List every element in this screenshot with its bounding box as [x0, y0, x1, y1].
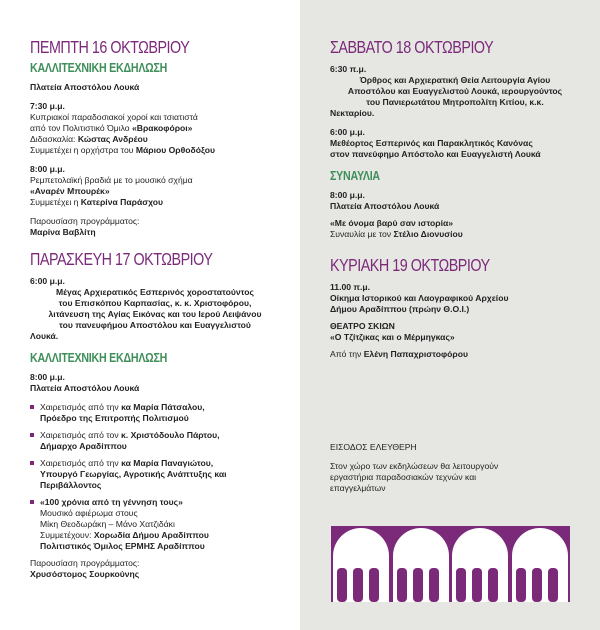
person-name: κα Μαρία Πάτσαλου,: [121, 402, 205, 412]
saturday-section-title: ΣΥΝΑΥΛΙΑ: [330, 168, 380, 183]
list-item: [30, 430, 280, 452]
theatre-label: ΘΕΑΤΡΟ ΣΚΙΩΝ: [330, 321, 395, 331]
saturday-heading: ΣΑΒΒΑΤΟ 18 ΟΚΤΩΒΡΙΟΥ: [330, 37, 494, 57]
event-line: Οίκημα Ιστορικού και Λαογραφικού Αρχείου: [330, 293, 509, 303]
event-line: Λουκά.: [30, 331, 59, 341]
text: Διδασκαλία:: [30, 134, 78, 144]
thursday-venue: Πλατεία Αποστόλου Λουκά: [30, 82, 140, 92]
list-item: [30, 458, 280, 491]
arcade-top-gap: [331, 520, 570, 526]
event-line: [30, 134, 280, 145]
saturday-event-3: [330, 190, 580, 240]
text: Από την: [330, 349, 364, 359]
saturday-event-1: [330, 64, 580, 119]
event-line: Μέγας Αρχιερατικός Εσπερινός χοροστατούντος: [55, 287, 255, 297]
person-title: Πρόεδρο της Επιτροπής Πολιτισμού: [40, 413, 189, 423]
list-item: [30, 497, 280, 552]
event-venue: Πλατεία Αποστόλου Λουκά: [30, 383, 140, 393]
friday-event-1: [30, 276, 280, 342]
host-label: Παρουσίαση προγράμματος:: [30, 558, 140, 568]
bullet-icon: [30, 433, 34, 437]
arcade-arches-icon: [331, 520, 570, 602]
event-line: [30, 123, 280, 134]
event-line: του Πανιερωτάτου Μητροπολίτη Κιτίου, κ.κ.: [366, 97, 544, 107]
text: Χαιρετισμός από τον: [40, 430, 121, 440]
saturday-event-2: [330, 127, 580, 160]
event-time: 11.00 π.μ.: [330, 282, 371, 292]
person-title: Δήμαρχο Αραδίππου: [40, 441, 127, 451]
sunday-event-1: [330, 282, 580, 360]
event-line: του Επισκόπου Καρπασίας, κ. κ. Χριστοφόρου,: [58, 298, 252, 308]
event-line: [330, 229, 580, 240]
event-line: Νεκταρίου.: [330, 108, 375, 118]
thursday-section-title: ΚΑΛΛΙΤΕΧΝΙΚΗ ΕΚΔΗΛΩΣΗ: [30, 60, 168, 75]
event-line: Όρθρος και Αρχιερατική Θεία Λειτουργία Αγίου: [359, 75, 551, 85]
event-line: [330, 349, 580, 360]
host-name: Χρυσόστομος Σουρκούνης: [30, 569, 140, 579]
text: Συμμετέχουν:: [40, 530, 94, 540]
bullet-icon: [30, 405, 34, 409]
theatre-title: «Ο Τζίτζικας και ο Μέρμηγκας»: [330, 332, 455, 342]
concert-title: «Με όνομα βαρύ σαν ιστορία»: [330, 218, 454, 228]
event-venue: Πλατεία Αποστόλου Λουκά: [330, 201, 440, 211]
thursday-event-2: [30, 164, 280, 208]
info-line: Στον χώρο των εκδηλώσεων θα λειτουργούν: [330, 461, 499, 471]
sunday-heading: ΚΥΡΙΑΚΗ 19 ΟΚΤΩΒΡΙΟΥ: [330, 255, 490, 275]
friday-event-2: [30, 372, 280, 394]
group-name: Χορωδία Δήμου Αραδίππου: [93, 530, 209, 540]
friday-heading: ΠΑΡΑΣΚΕΥΗ 17 ΟΚΤΩΒΡΙΟΥ: [30, 249, 213, 269]
text: Μίκη Θεοδωράκη – Μάνο Χατζιδάκι: [40, 519, 175, 529]
person-name: Στέλιο Διονυσίου: [393, 229, 463, 239]
group-name: «Βρακοφόροι»: [131, 123, 193, 133]
event-line: Αποστόλου και Ευαγγελιστού Λουκά, ιερουργούντος: [347, 86, 563, 96]
event-time: 6:30 π.μ.: [330, 64, 367, 74]
info-line: επαγγελμάτων: [330, 483, 386, 493]
tribute-title: «100 χρόνια από τη γέννηση τους»: [40, 497, 183, 507]
person-name: Κατερίνα Παράσχου: [80, 197, 163, 207]
friday-host: [30, 558, 280, 580]
text: Χαιρετισμός από την: [40, 402, 122, 412]
event-line: [30, 145, 280, 156]
left-content: [30, 36, 280, 580]
event-line: Μεθέορτος Εσπερινός και Παρακλητικός Κανόνας: [330, 138, 533, 148]
text: Συναυλία με τον: [330, 229, 394, 239]
person-name: Μάριου Ορθοδόξου: [135, 145, 215, 155]
bullet-icon: [30, 500, 34, 504]
list-item: [30, 402, 280, 424]
person-title: Περιβάλλοντος: [40, 480, 102, 490]
event-time: 6:00 μ.μ.: [330, 127, 365, 137]
right-content: [330, 36, 580, 493]
host-label: Παρουσίαση προγράμματος:: [30, 216, 140, 226]
event-line: [30, 197, 280, 208]
event-line: Κυπριακοί παραδοσιακοί χοροί και τσιατιστά: [30, 112, 198, 122]
person-title: Υπουργό Γεωργίας, Αγροτικής Ανάπτυξης και: [40, 469, 227, 479]
thursday-host: [30, 216, 280, 238]
event-time: 7:30 μ.μ.: [30, 101, 65, 111]
group-name: Πολιτιστικός Όμιλος ΕΡΜΗΣ Αραδίππου: [40, 541, 205, 551]
event-time: 6:00 μ.μ.: [30, 276, 65, 286]
free-entry-label: ΕΙΣΟΔΟΣ ΕΛΕΥΘΕΡΗ: [330, 442, 417, 452]
text: Μουσικό αφιέρωμα στους: [40, 508, 138, 518]
friday-section-title: ΚΑΛΛΙΤΕΧΝΙΚΗ ΕΚΔΗΛΩΣΗ: [30, 350, 168, 365]
text: από τον Πολιτιστικό Όμιλο: [30, 123, 132, 133]
event-time: 8:00 μ.μ.: [30, 372, 65, 382]
text: Συμμετέχει η ορχήστρα του: [30, 145, 136, 155]
event-time: 8:00 μ.μ.: [330, 190, 365, 200]
person-name: Ελένη Παπαχριστοφόρου: [363, 349, 468, 359]
event-line: «Αναρέν Μπουρέκ»: [30, 186, 110, 196]
friday-program-list: [30, 402, 280, 552]
text: Συμμετέχει η: [30, 197, 81, 207]
event-line: Ρεμπετολαϊκή βραδιά με το μουσικό σχήμα: [30, 175, 193, 185]
event-line: λιτάνευση της Αγίας Εικόνας και του Ιερού Λειψάνου: [48, 309, 262, 319]
person-name: Κώστας Ανδρέου: [77, 134, 148, 144]
event-line: στον πανεύφημο Απόστολο και Ευαγγελιστή Λουκά: [330, 149, 541, 159]
text: Χαιρετισμός από την: [40, 458, 122, 468]
bullet-icon: [30, 461, 34, 465]
person-name: κ. Χριστόδουλο Πάρτου,: [121, 430, 220, 440]
thursday-heading: ΠΕΜΠΤΗ 16 ΟΚΤΩΒΡΙΟΥ: [30, 37, 190, 57]
host-name: Μαρίνα Βαβλίτη: [30, 227, 96, 237]
event-time: 8:00 μ.μ.: [30, 164, 65, 174]
thursday-event-1: [30, 101, 280, 156]
person-name: κα Μαρία Παναγιώτου,: [121, 458, 214, 468]
event-line: Δήμου Αραδίππου (πρώην Θ.Ο.Ι.): [330, 304, 470, 314]
footer-info: [330, 442, 580, 494]
info-line: εργαστήρια παραδοσιακών τεχνών και: [330, 472, 477, 482]
event-line: του πανευφήμου Αποστόλου και Ευαγγελιστού: [59, 320, 251, 330]
